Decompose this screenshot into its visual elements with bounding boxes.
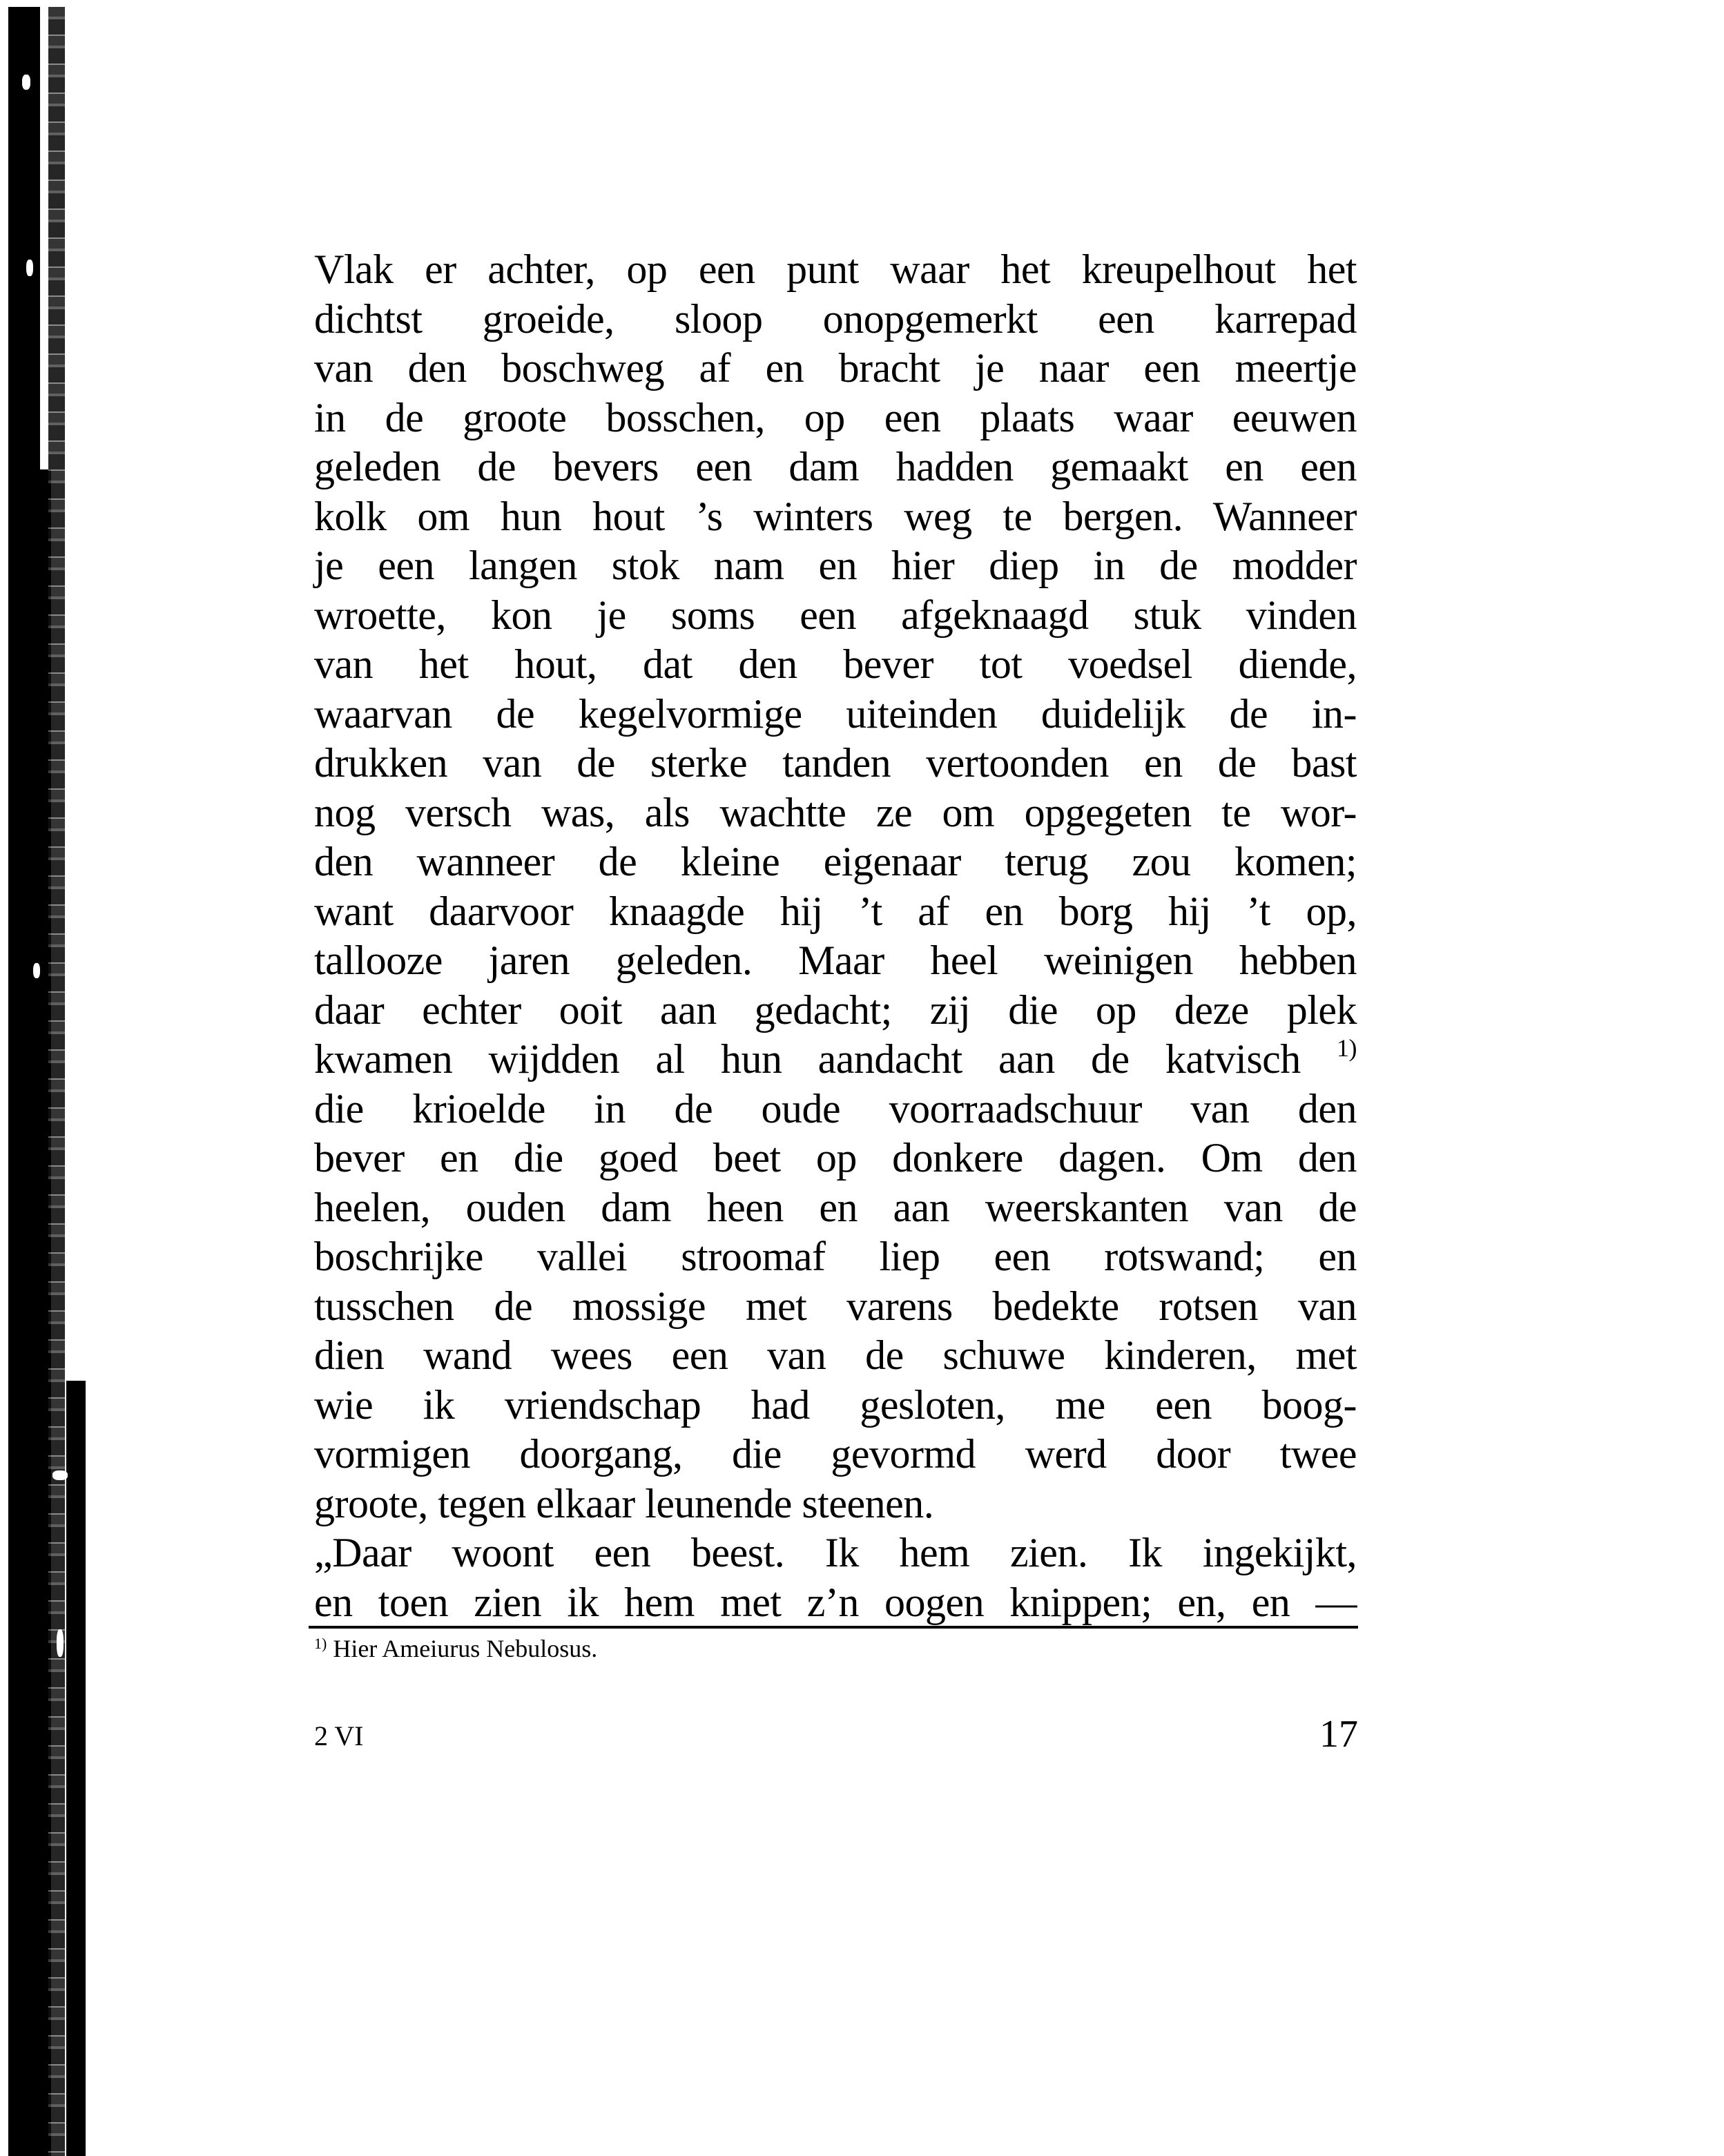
binding-shadow-strip-lower bbox=[15, 469, 51, 2156]
text-line: bever en die goed beet op donkere dagen. Om den bbox=[314, 1135, 1357, 1181]
text-line: dichtst groeide, sloop onopgemerkt een karrepad bbox=[314, 295, 1357, 342]
text-line: daar echter ooit aan gedacht; zij die op deze plek bbox=[314, 987, 1357, 1033]
text-line-with-footnote-ref bbox=[314, 1035, 1357, 1085]
text-line: geleden de bevers een dam hadden gemaakt en een bbox=[314, 444, 1357, 489]
text-line: „Daar woont een beest. Ik hem zien. Ik ingekijkt, bbox=[314, 1530, 1357, 1575]
text-line: heelen, ouden dam heen en aan weerskanten van de bbox=[314, 1184, 1357, 1230]
text-line: vormigen doorgang, die gevormd werd door twee bbox=[314, 1431, 1357, 1477]
footnote-reference[interactable]: 1) bbox=[1337, 1034, 1357, 1062]
footnote-text: Hier Ameiurus Nebulosus. bbox=[333, 1635, 598, 1662]
footnote bbox=[314, 1633, 597, 1664]
text-line: boschrijke vallei stroomaf liep een rotswand; en bbox=[314, 1234, 1357, 1279]
book-binding-edge bbox=[0, 0, 90, 2156]
text-line: tallooze jaren geleden. Maar heel weinigen hebben bbox=[314, 938, 1357, 983]
text-line: in de groote bosschen, op een plaats waar eeuwen bbox=[314, 394, 1357, 440]
binding-speck bbox=[22, 75, 30, 90]
text-line: want daarvoor knaagde hij ’t af en borg hij ’t op, bbox=[314, 888, 1357, 934]
binding-speck bbox=[57, 1629, 64, 1657]
text-line: die krioelde in de oude voorraadschuur van den bbox=[314, 1085, 1357, 1132]
text-line: den wanneer de kleine eigenaar terug zou komen; bbox=[314, 839, 1357, 884]
text-line: wroette, kon je soms een afgeknaagd stuk vinden bbox=[314, 592, 1357, 638]
binding-speck bbox=[52, 1470, 68, 1480]
text-line: en toen zien ik hem met z’n oogen knippen; en, en — bbox=[314, 1579, 1357, 1625]
body-text bbox=[314, 245, 1357, 1627]
text-line: waarvan de kegelvormige uiteinden duidelijk de in- bbox=[314, 690, 1357, 737]
text-line: van den boschweg af en bracht je naar een meertje bbox=[314, 345, 1357, 391]
text-line: je een langen stok nam en hier diep in de modder bbox=[314, 543, 1357, 588]
binding-speck bbox=[33, 963, 40, 978]
binding-inner-strip bbox=[48, 7, 65, 2156]
text-line: kolk om hun hout ’s winters weg te bergen. Wanneer bbox=[314, 493, 1357, 539]
text-line: wie ik vriendschap had gesloten, me een boog- bbox=[314, 1381, 1357, 1428]
signature-mark: 2 VI bbox=[314, 1720, 364, 1751]
text-line: groote, tegen elkaar leunende steenen. bbox=[314, 1480, 934, 1526]
text-line: drukken van de sterke tanden vertoonden en de bast bbox=[314, 740, 1357, 786]
text-line: Vlak er achter, op een punt waar het kreupelhout het bbox=[314, 246, 1357, 292]
text-line: dien wand wees een van de schuwe kinderen, met bbox=[314, 1332, 1357, 1378]
footnote-divider bbox=[309, 1626, 1358, 1629]
text-line: nog versch was, als wachtte ze om opgegeten te wor- bbox=[314, 789, 1357, 835]
text-line: tusschen de mossige met varens bedekte rotsen van bbox=[314, 1283, 1357, 1329]
page-number: 17 bbox=[1319, 1713, 1358, 1756]
binding-speck bbox=[26, 260, 33, 276]
text-line: van het hout, dat den bever tot voedsel diende, bbox=[314, 641, 1357, 687]
footnote-marker: 1) bbox=[314, 1635, 327, 1652]
binding-inner-strip-lower bbox=[66, 1381, 86, 2156]
text-line-content: kwamen wijdden al hun aandacht aan de katvisch bbox=[314, 1036, 1301, 1082]
